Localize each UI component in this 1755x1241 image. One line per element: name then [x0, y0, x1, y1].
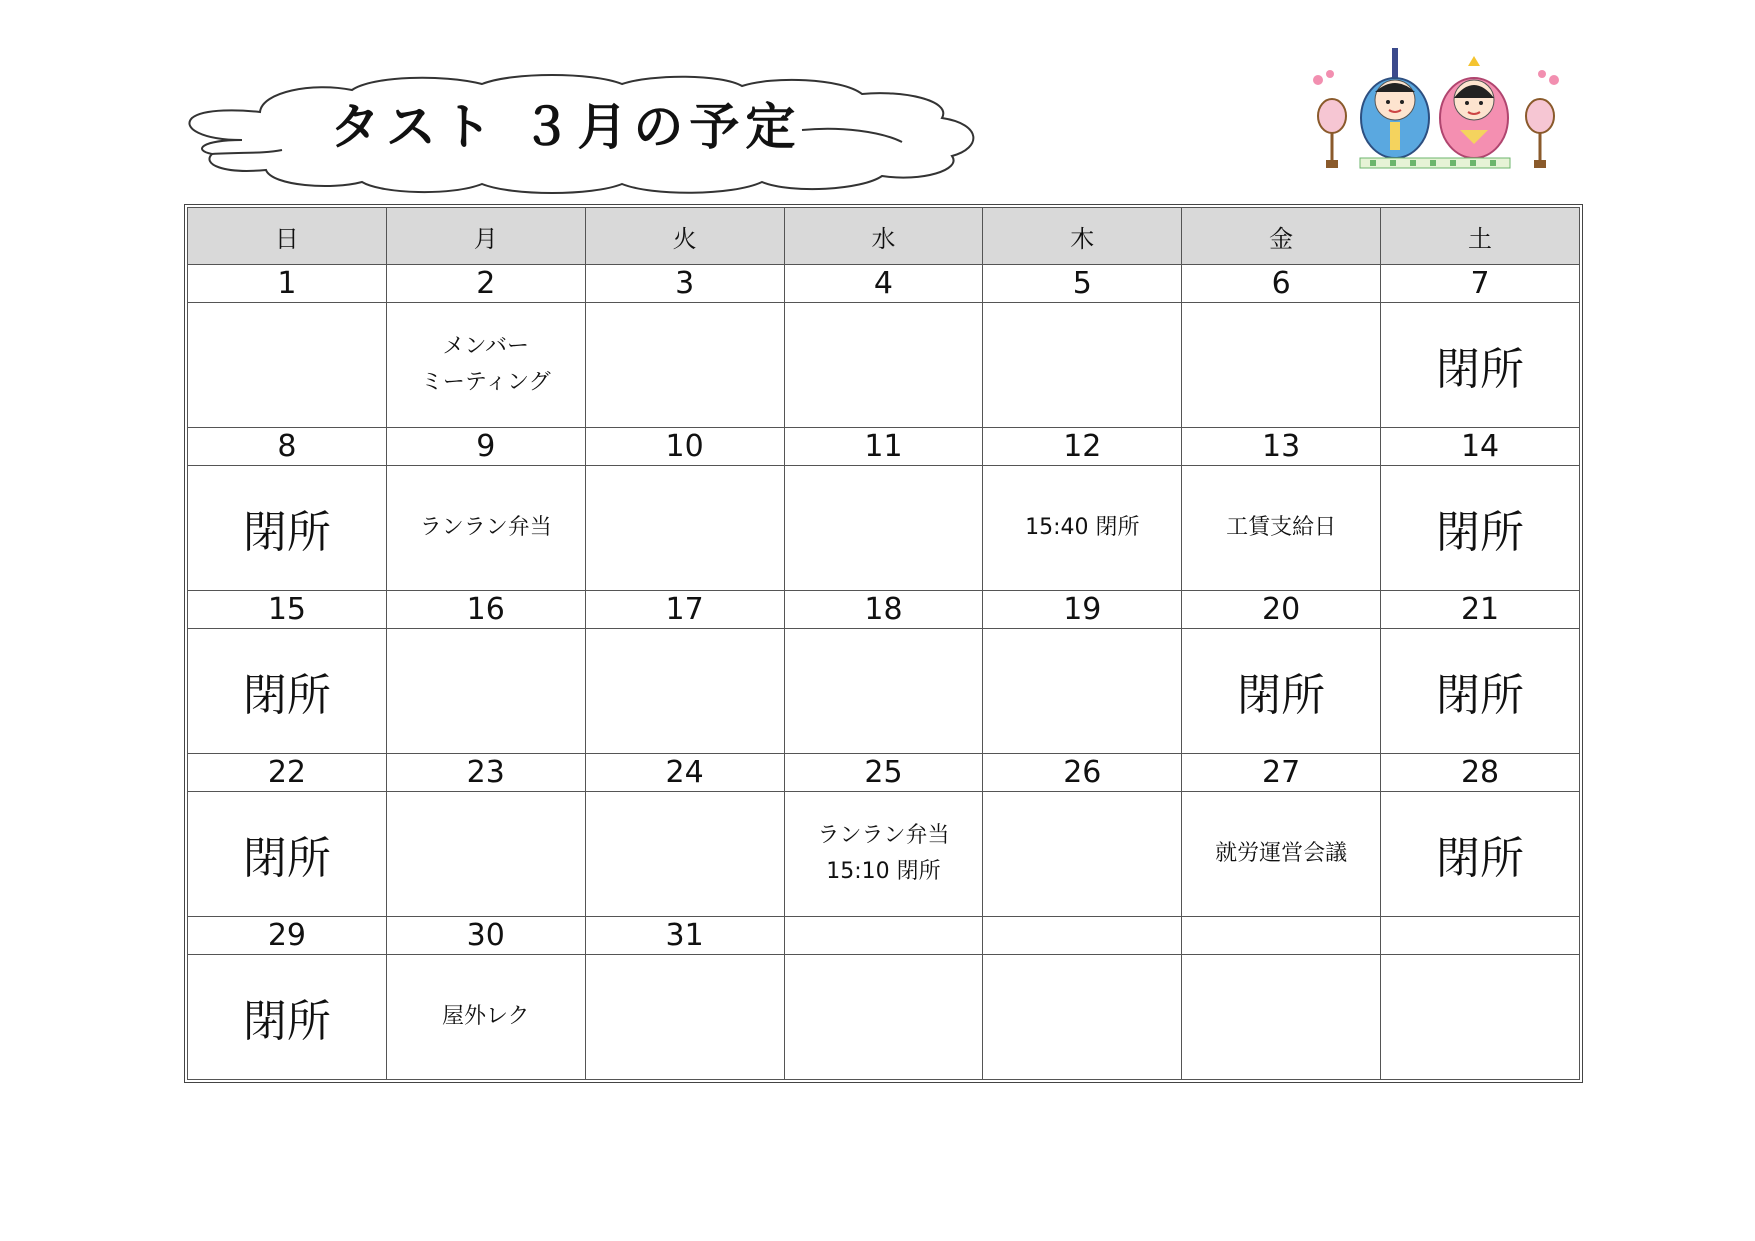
day-cell	[188, 955, 387, 1080]
date-number: 28	[1381, 754, 1580, 792]
day-cell	[983, 629, 1182, 754]
day-cell	[784, 792, 983, 917]
date-number: 6	[1182, 265, 1381, 303]
date-number: 29	[188, 917, 387, 955]
day-cell	[188, 303, 387, 428]
event-text: 閉所	[242, 996, 331, 1047]
day-cell	[1182, 792, 1381, 917]
event-text: 屋外レク	[441, 1004, 530, 1029]
weekday-sun: 日	[188, 208, 387, 265]
hina-dolls-illustration-icon	[1300, 48, 1580, 178]
date-number: 5	[983, 265, 1182, 303]
date-number: 24	[585, 754, 784, 792]
date-number	[1182, 917, 1381, 955]
event-text: 閉所	[242, 507, 331, 558]
day-cell	[585, 629, 784, 754]
day-cell	[585, 466, 784, 591]
day-cell	[585, 955, 784, 1080]
event-text: 閉所	[1436, 507, 1525, 558]
weekday-fri: 金	[1182, 208, 1381, 265]
lantern-icon	[1526, 70, 1559, 168]
date-number: 20	[1182, 591, 1381, 629]
date-number: 12	[983, 428, 1182, 466]
day-cell	[1381, 792, 1580, 917]
day-cell	[1381, 466, 1580, 591]
event-text: ランラン弁当	[419, 515, 552, 540]
date-number: 27	[1182, 754, 1381, 792]
date-number: 3	[585, 265, 784, 303]
date-number: 9	[386, 428, 585, 466]
day-cell	[386, 955, 585, 1080]
date-number-row	[188, 917, 1580, 955]
weekday-tue: 火	[585, 208, 784, 265]
date-number: 17	[585, 591, 784, 629]
event-row	[188, 792, 1580, 917]
date-number: 15	[188, 591, 387, 629]
day-cell	[1182, 466, 1381, 591]
date-number-row	[188, 591, 1580, 629]
event-text: 閉所	[242, 670, 331, 721]
day-cell	[386, 629, 585, 754]
weekday-sat: 土	[1381, 208, 1580, 265]
date-number: 23	[386, 754, 585, 792]
day-cell	[784, 955, 983, 1080]
date-number: 19	[983, 591, 1182, 629]
date-number: 4	[784, 265, 983, 303]
date-number-row	[188, 428, 1580, 466]
event-row	[188, 303, 1580, 428]
event-text: ミーティング	[420, 370, 551, 395]
date-number: 1	[188, 265, 387, 303]
day-cell	[784, 629, 983, 754]
lantern-icon	[1313, 70, 1346, 168]
date-number: 21	[1381, 591, 1580, 629]
day-cell	[983, 466, 1182, 591]
day-cell	[983, 955, 1182, 1080]
date-number: 16	[386, 591, 585, 629]
day-cell	[188, 629, 387, 754]
date-number-row	[188, 265, 1580, 303]
day-cell	[1381, 955, 1580, 1080]
day-cell	[784, 466, 983, 591]
date-number: 30	[386, 917, 585, 955]
event-text: 15:10 閉所	[826, 859, 941, 884]
date-number	[1381, 917, 1580, 955]
event-text: メンバー	[442, 334, 529, 359]
date-number: 22	[188, 754, 387, 792]
day-cell	[784, 303, 983, 428]
event-row	[188, 955, 1580, 1080]
event-text: 閉所	[1436, 344, 1525, 395]
date-number: 18	[784, 591, 983, 629]
day-cell	[1381, 303, 1580, 428]
weekday-mon: 月	[386, 208, 585, 265]
event-text: 就労運営会議	[1215, 841, 1348, 866]
event-text: 閉所	[242, 833, 331, 884]
weekday-thu: 木	[983, 208, 1182, 265]
day-cell	[585, 303, 784, 428]
date-number: 31	[585, 917, 784, 955]
date-number: 25	[784, 754, 983, 792]
date-number: 14	[1381, 428, 1580, 466]
day-cell	[1182, 629, 1381, 754]
day-cell	[1381, 629, 1580, 754]
event-row	[188, 629, 1580, 754]
day-cell	[386, 792, 585, 917]
weekday-wed: 水	[784, 208, 983, 265]
weekday-header-row	[188, 208, 1580, 265]
page-title: タスト ３月の予定	[330, 98, 802, 156]
day-cell	[983, 303, 1182, 428]
date-number: 11	[784, 428, 983, 466]
date-number: 10	[585, 428, 784, 466]
date-number-row	[188, 754, 1580, 792]
event-text: 閉所	[1237, 670, 1326, 721]
event-text: 工賃支給日	[1226, 515, 1337, 540]
event-text: 閉所	[1436, 670, 1525, 721]
day-cell	[983, 792, 1182, 917]
day-cell	[188, 466, 387, 591]
date-number	[983, 917, 1182, 955]
date-number: 2	[386, 265, 585, 303]
date-number: 13	[1182, 428, 1381, 466]
event-text: 15:40 閉所	[1025, 515, 1140, 540]
day-cell	[188, 792, 387, 917]
day-cell	[1182, 303, 1381, 428]
day-cell	[386, 466, 585, 591]
event-row	[188, 466, 1580, 591]
day-cell	[386, 303, 585, 428]
calendar-table	[187, 207, 1580, 1080]
date-number	[784, 917, 983, 955]
event-text: ランラン弁当	[817, 823, 950, 848]
date-number: 26	[983, 754, 1182, 792]
day-cell	[585, 792, 784, 917]
date-number: 8	[188, 428, 387, 466]
day-cell	[1182, 955, 1381, 1080]
date-number: 7	[1381, 265, 1580, 303]
event-text: 閉所	[1436, 833, 1525, 884]
